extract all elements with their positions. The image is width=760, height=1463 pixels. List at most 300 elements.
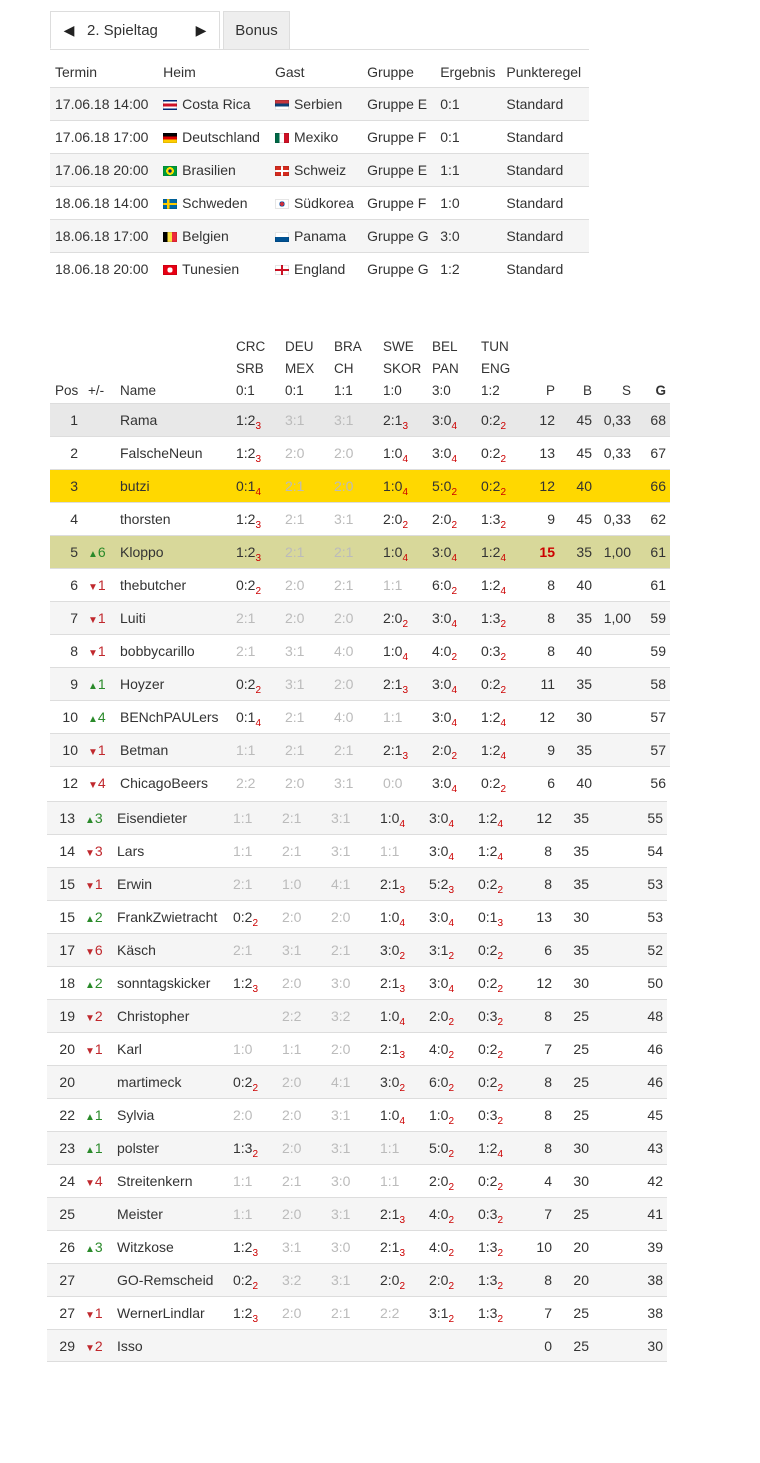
player-name[interactable]: Rama: [120, 412, 158, 428]
arrow-down-icon: ▼: [85, 947, 95, 958]
standings-row[interactable]: [47, 1296, 667, 1329]
tip-points: 4: [497, 1149, 504, 1160]
standings-row[interactable]: [47, 801, 667, 834]
position: 25: [59, 1206, 75, 1222]
tip-score: 1:0: [383, 544, 403, 560]
col-match-away: SRB: [236, 361, 264, 376]
player-name[interactable]: Hoyzer: [120, 676, 165, 692]
tip-score: 3:1: [331, 1206, 351, 1222]
standings-row[interactable]: [47, 1032, 667, 1065]
prev-matchday-icon[interactable]: ◀: [63, 21, 75, 38]
tip-points: 4: [399, 918, 406, 929]
tip-score: 0:2: [478, 975, 498, 991]
standings-row[interactable]: [47, 1164, 667, 1197]
tip-points: 4: [399, 819, 406, 830]
points: 12: [539, 709, 555, 725]
next-matchday-icon[interactable]: ▶: [195, 21, 207, 38]
tip-points: 3: [255, 454, 262, 465]
standings-row[interactable]: [50, 568, 670, 601]
tip-points: 4: [255, 487, 262, 498]
tip: [236, 734, 255, 766]
tip-points: 3: [402, 685, 409, 696]
match-group: Gruppe E: [362, 88, 435, 121]
tip: [236, 767, 255, 799]
tip-score: 3:0: [331, 1173, 351, 1189]
tip-points: 2: [500, 784, 507, 795]
tip-score: 2:0: [429, 1008, 449, 1024]
tip-score: 3:0: [429, 909, 449, 925]
bonus: 45: [576, 445, 592, 461]
tip-score: 3:1: [331, 1272, 351, 1288]
arrow-down-icon: ▼: [85, 1013, 95, 1024]
tip: [334, 767, 353, 799]
tip: [331, 1000, 350, 1032]
arrow-down-icon: ▼: [88, 747, 98, 758]
position-change: [85, 1033, 103, 1068]
tip-score: 2:1: [334, 544, 354, 560]
match-schedule-table: [50, 56, 589, 285]
sui-flag-icon: [275, 166, 289, 176]
player-name[interactable]: Sylvia: [117, 1107, 155, 1123]
standings-row[interactable]: [50, 766, 670, 799]
player-name[interactable]: FrankZwietracht: [117, 909, 218, 925]
standings-row[interactable]: [47, 1131, 667, 1164]
tip-score: 2:0: [334, 445, 354, 461]
player-name[interactable]: Karl: [117, 1041, 142, 1057]
tip: [334, 470, 353, 502]
tip-score: 0:1: [236, 709, 256, 725]
tip: [383, 701, 402, 733]
arrow-up-icon: ▲: [85, 815, 95, 826]
position: 15: [59, 876, 75, 892]
standings-row[interactable]: [47, 867, 667, 900]
bonus: 40: [576, 577, 592, 593]
player-name[interactable]: polster: [117, 1140, 160, 1156]
change-value: 1: [94, 1107, 103, 1123]
player-name[interactable]: Lars: [117, 843, 145, 859]
player-name[interactable]: Christopher: [117, 1008, 190, 1024]
arrow-up-icon: ▲: [85, 1244, 95, 1255]
standings-row[interactable]: [47, 1230, 667, 1263]
tip-points: 4: [255, 718, 262, 729]
tip-points: 4: [448, 918, 455, 929]
home-team-name: Deutschland: [182, 129, 260, 145]
points: 8: [547, 610, 555, 626]
points: 9: [547, 742, 555, 758]
tip-points: 3: [252, 1248, 259, 1259]
col-match-result: 1:0: [383, 383, 402, 398]
position-change: [85, 1132, 103, 1167]
tip-score: 1:2: [236, 511, 256, 527]
tip: [282, 1132, 301, 1164]
player-name[interactable]: Streitenkern: [117, 1173, 193, 1189]
tip: [331, 1132, 350, 1164]
tip-points: 2: [497, 885, 504, 896]
tip-score: 2:1: [383, 412, 403, 428]
tip: [334, 437, 353, 469]
change-value: 1: [97, 676, 106, 692]
points: 12: [536, 975, 552, 991]
tip-score: 1:2: [481, 577, 501, 593]
col-change: +/-: [88, 383, 105, 398]
tip-score: 3:1: [331, 810, 351, 826]
tip: [236, 602, 255, 634]
points: 15: [539, 544, 555, 560]
points: 9: [547, 511, 555, 527]
change-value: 3: [94, 810, 103, 826]
away-team-name: Serbien: [293, 96, 343, 112]
player-name[interactable]: Meister: [117, 1206, 163, 1222]
tip-score: 1:3: [478, 1239, 498, 1255]
arrow-down-icon: ▼: [85, 1343, 95, 1354]
schedule-col-header: Ergebnis: [440, 63, 496, 80]
tip-score: 3:1: [282, 1239, 302, 1255]
tip-points: 2: [497, 1281, 504, 1292]
away-team-name: Schweiz: [293, 162, 347, 178]
tip-score: 0:1: [478, 909, 498, 925]
position: 20: [59, 1041, 75, 1057]
tip: [233, 1033, 252, 1065]
tip-points: 2: [399, 1281, 406, 1292]
tab-bonus[interactable]: Bonus: [223, 11, 290, 49]
match-result: 1:1: [435, 154, 501, 187]
points: 8: [544, 1107, 552, 1123]
tip-score: 2:0: [282, 1074, 302, 1090]
tip-points: 2: [448, 1083, 455, 1094]
tip: [334, 602, 353, 634]
bonus: 35: [573, 942, 589, 958]
tip: [285, 470, 304, 502]
change-value: 2: [94, 975, 103, 991]
tip-score: 0:2: [478, 1074, 498, 1090]
player-name[interactable]: Erwin: [117, 876, 153, 892]
col-match-result: 3:0: [432, 383, 451, 398]
bonus: 30: [576, 709, 592, 725]
tip-score: 3:0: [380, 942, 400, 958]
tip-score: 2:1: [285, 511, 305, 527]
schedule-row: [50, 187, 589, 220]
tip-score: 3:0: [429, 975, 449, 991]
match-result: 0:1: [435, 88, 501, 121]
tip: [334, 503, 353, 535]
standings-row[interactable]: [47, 966, 667, 999]
standings-row[interactable]: [47, 999, 667, 1032]
standings-row[interactable]: [50, 436, 670, 469]
change-value: 1: [97, 610, 106, 626]
standings-row[interactable]: [47, 1329, 667, 1362]
tip-points: 2: [497, 951, 504, 962]
tip-score: 2:2: [236, 775, 256, 791]
standings-row[interactable]: [47, 1263, 667, 1296]
position-change: [88, 734, 106, 769]
tip-score: 2:0: [285, 577, 305, 593]
tip-points: 3: [399, 984, 406, 995]
tip-points: 4: [451, 718, 458, 729]
tip-score: 2:0: [334, 478, 354, 494]
match-group: Gruppe F: [362, 187, 435, 220]
bonus: 35: [573, 843, 589, 859]
tip-points: 2: [252, 1149, 259, 1160]
tip: [285, 503, 304, 535]
points: 7: [544, 1041, 552, 1057]
tip-score: 4:0: [334, 643, 354, 659]
tip-score: 1:0: [383, 478, 403, 494]
tip: [282, 1066, 301, 1098]
standings-row[interactable]: [47, 1065, 667, 1098]
tip-score: 3:1: [331, 1107, 351, 1123]
scoring-rule: Standard: [501, 253, 589, 286]
arrow-down-icon: ▼: [88, 582, 98, 593]
tip-score: 2:1: [285, 742, 305, 758]
points: 8: [544, 843, 552, 859]
position: 27: [59, 1272, 75, 1288]
tip-score: 1:2: [478, 843, 498, 859]
total: 55: [647, 810, 663, 826]
standings-row[interactable]: [50, 469, 670, 502]
tip-score: 3:1: [331, 843, 351, 859]
tip: [282, 1099, 301, 1131]
player-name[interactable]: sonntagskicker: [117, 975, 211, 991]
tip-score: 2:0: [429, 1173, 449, 1189]
position-change: [88, 602, 106, 637]
tip-score: 3:2: [331, 1008, 351, 1024]
change-value: 1: [94, 1305, 103, 1321]
standings-table-lower: [47, 801, 667, 1362]
tip: [282, 868, 301, 900]
bonus: 30: [573, 975, 589, 991]
matchday-label: 2. Spieltag: [87, 21, 158, 39]
tip-score: 0:2: [481, 478, 501, 494]
player-name[interactable]: Käsch: [117, 942, 156, 958]
tip: [233, 1198, 252, 1230]
change-value: 4: [97, 775, 106, 791]
position: 27: [59, 1305, 75, 1321]
position: 14: [59, 843, 75, 859]
tip-score: 1:2: [236, 544, 256, 560]
tip-score: 2:0: [331, 909, 351, 925]
tip-score: 0:2: [481, 775, 501, 791]
tip: [285, 404, 304, 436]
tip: [334, 668, 353, 700]
tip-score: 1:3: [481, 610, 501, 626]
standings-row[interactable]: [50, 403, 670, 436]
tip-score: 3:1: [429, 942, 449, 958]
position-change: [85, 1330, 103, 1365]
tip: [285, 635, 304, 667]
tip-score: 3:1: [334, 775, 354, 791]
player-name[interactable]: ChicagoBeers: [120, 775, 208, 791]
tip: [285, 767, 304, 799]
bonus: 35: [573, 810, 589, 826]
tip-points: 4: [451, 685, 458, 696]
standings-row[interactable]: [47, 933, 667, 966]
arrow-up-icon: ▲: [85, 1145, 95, 1156]
tip-score: 2:1: [380, 1041, 400, 1057]
tip-points: 4: [402, 454, 409, 465]
points: 10: [536, 1239, 552, 1255]
tip-score: 0:2: [481, 676, 501, 692]
position: 4: [70, 511, 78, 527]
position-change: [85, 967, 103, 1002]
tip-score: 4:0: [429, 1206, 449, 1222]
standings-row[interactable]: [47, 900, 667, 933]
bonus: 25: [573, 1074, 589, 1090]
standings-row[interactable]: [50, 733, 670, 766]
tip-score: 0:2: [233, 909, 253, 925]
points: 12: [536, 810, 552, 826]
tip-points: 4: [500, 751, 507, 762]
tip-score: 2:1: [380, 1206, 400, 1222]
tip-score: 2:1: [282, 810, 302, 826]
player-name[interactable]: Kloppo: [120, 544, 164, 560]
arrow-up-icon: ▲: [85, 980, 95, 991]
standings-row[interactable]: [50, 502, 670, 535]
position: 29: [59, 1338, 75, 1354]
tip-score: 0:2: [478, 1041, 498, 1057]
bonus: 30: [573, 1173, 589, 1189]
ger-flag-icon: [163, 133, 177, 143]
player-name[interactable]: FalscheNeun: [120, 445, 203, 461]
bonus: 30: [573, 909, 589, 925]
tip: [282, 901, 301, 933]
change-value: 1: [97, 742, 106, 758]
player-name[interactable]: Isso: [117, 1338, 143, 1354]
tip-points: 2: [448, 1182, 455, 1193]
total: 46: [647, 1074, 663, 1090]
tip-points: 4: [402, 652, 409, 663]
tip-score: 2:1: [285, 709, 305, 725]
standings-row[interactable]: [47, 834, 667, 867]
tip-score: 2:0: [331, 1041, 351, 1057]
match-group: Gruppe E: [362, 154, 435, 187]
points: 8: [544, 1140, 552, 1156]
tip: [334, 404, 353, 436]
standings-row[interactable]: [50, 667, 670, 700]
tip-score: 3:0: [432, 412, 452, 428]
tip-score: 3:1: [285, 676, 305, 692]
tip: [334, 701, 353, 733]
total: 59: [650, 643, 666, 659]
position: 6: [70, 577, 78, 593]
tip-score: 0:0: [383, 775, 403, 791]
tip: [282, 1297, 301, 1329]
bonus: 40: [576, 643, 592, 659]
tip-points: 4: [448, 819, 455, 830]
tip-score: 2:0: [282, 1107, 302, 1123]
away-team-name: Südkorea: [293, 195, 354, 211]
player-name[interactable]: martimeck: [117, 1074, 182, 1090]
tip-points: 3: [399, 1050, 406, 1061]
tip-score: 2:0: [383, 511, 403, 527]
tip-points: 4: [500, 718, 507, 729]
bonus: 45: [576, 412, 592, 428]
tip-score: 3:0: [429, 843, 449, 859]
tip-score: 1:1: [236, 742, 256, 758]
player-name[interactable]: bobbycarillo: [120, 643, 195, 659]
player-name[interactable]: Eisendieter: [117, 810, 188, 826]
tip: [233, 835, 252, 867]
standings-row[interactable]: [50, 535, 670, 568]
change-value: 1: [97, 643, 106, 659]
tip-points: 2: [402, 520, 409, 531]
points: 8: [544, 876, 552, 892]
player-name[interactable]: Betman: [120, 742, 169, 758]
scoring-rule: Standard: [501, 154, 589, 187]
tip-score: 2:0: [429, 1272, 449, 1288]
standings-row[interactable]: [47, 1197, 667, 1230]
tip-score: 3:0: [432, 544, 452, 560]
player-name[interactable]: thorsten: [120, 511, 171, 527]
eng-flag-icon: [275, 265, 289, 275]
bonus: 25: [573, 1338, 589, 1354]
player-name[interactable]: Witzkose: [117, 1239, 174, 1255]
tip-score: 1:1: [380, 1140, 400, 1156]
tip-score: 5:0: [429, 1140, 449, 1156]
tip-points: 2: [448, 1050, 455, 1061]
points: 4: [544, 1173, 552, 1189]
tip: [282, 967, 301, 999]
total: 53: [647, 876, 663, 892]
total: 57: [650, 709, 666, 725]
tip-score: 1:2: [236, 445, 256, 461]
player-name[interactable]: thebutcher: [120, 577, 187, 593]
tip: [383, 767, 402, 799]
standings-row[interactable]: [50, 601, 670, 634]
position: 18: [59, 975, 75, 991]
tip-score: 2:2: [380, 1305, 400, 1321]
player-name[interactable]: BENchPAULers: [120, 709, 219, 725]
tip: [331, 1066, 350, 1098]
standings-row[interactable]: [47, 1098, 667, 1131]
tip: [334, 569, 353, 601]
standings-row[interactable]: [50, 634, 670, 667]
tip: [380, 1297, 399, 1329]
tip-points: 2: [448, 1281, 455, 1292]
tip-score: 2:0: [285, 610, 305, 626]
tip-score: 2:0: [432, 511, 452, 527]
away-team-name: England: [293, 261, 346, 277]
tip-score: 0:3: [478, 1008, 498, 1024]
total: 38: [647, 1272, 663, 1288]
player-name[interactable]: Luiti: [120, 610, 146, 626]
col-points: P: [545, 383, 555, 398]
standings-row[interactable]: [50, 700, 670, 733]
tip: [233, 1099, 252, 1131]
player-name[interactable]: butzi: [120, 478, 150, 494]
schedule-col-header: Punkteregel: [506, 63, 582, 80]
arrow-down-icon: ▼: [88, 780, 98, 791]
tip-score: 3:1: [285, 412, 305, 428]
position-change: [88, 569, 106, 604]
tip-score: 1:1: [233, 810, 253, 826]
total: 67: [650, 445, 666, 461]
tip-score: 2:0: [383, 610, 403, 626]
tip: [334, 536, 353, 568]
col-s: S: [621, 383, 631, 398]
tip-score: 2:1: [236, 643, 256, 659]
tab-matchday[interactable]: [50, 11, 220, 49]
bonus: 40: [576, 775, 592, 791]
tip-score: 1:3: [478, 1305, 498, 1321]
match-date: 18.06.18 17:00: [50, 220, 158, 253]
home-team: [158, 220, 270, 253]
player-name[interactable]: WernerLindlar: [117, 1305, 205, 1321]
tip-points: 2: [252, 1281, 259, 1292]
bonus: 30: [573, 1140, 589, 1156]
player-name[interactable]: GO-Remscheid: [117, 1272, 214, 1288]
tip-score: 5:2: [429, 876, 449, 892]
scoring-rule: Standard: [501, 88, 589, 121]
